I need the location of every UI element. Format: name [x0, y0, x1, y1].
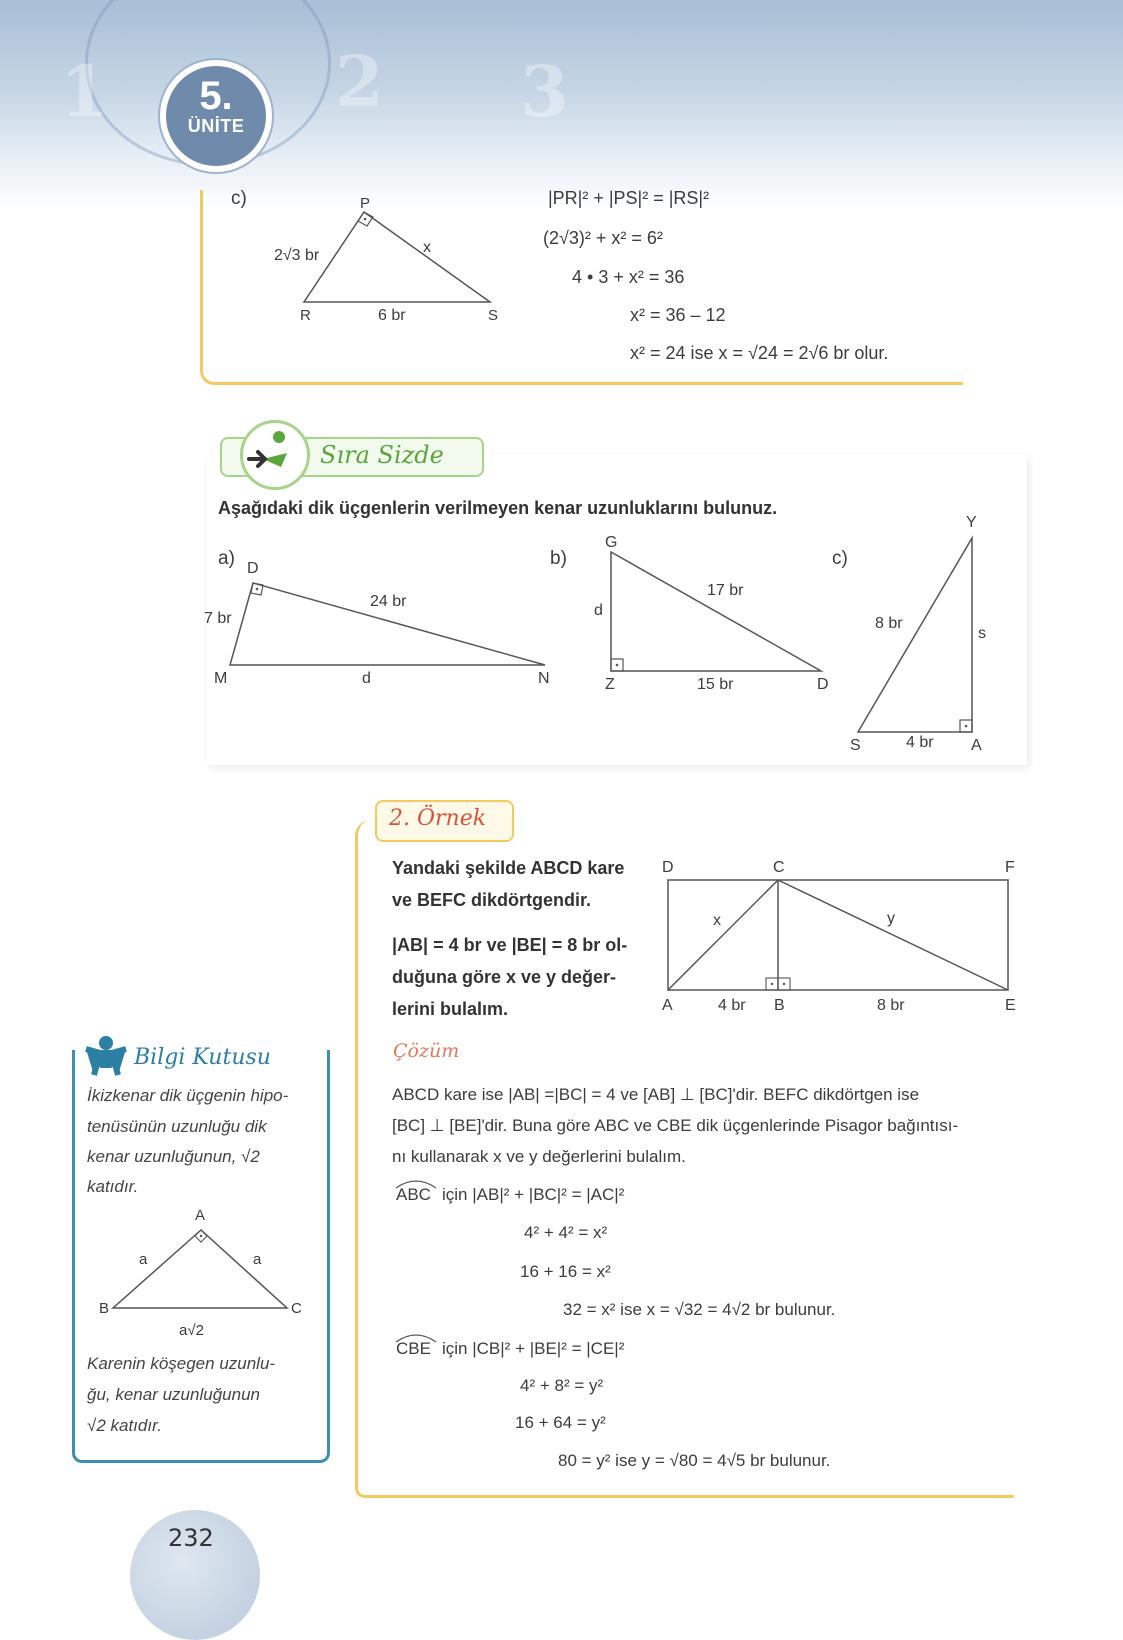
vertex-b: B	[774, 997, 785, 1014]
side-gz-label: d	[594, 602, 603, 619]
cozum-label: Çözüm	[393, 1040, 460, 1062]
solution-text: nı kullanarak x ve y değerlerini bulalım.	[392, 1147, 686, 1166]
angle-abc-label: ABC	[396, 1185, 431, 1204]
problem-text: |AB| = 4 br ve |BE| = 8 br ol-	[392, 935, 628, 955]
pointing-person-icon	[243, 423, 307, 487]
vertex-a: A	[195, 1207, 206, 1224]
side-rs-label: 6 br	[378, 307, 406, 324]
side-mn-label: d	[362, 670, 371, 687]
cbe-line: 4² + 8² = y²	[520, 1376, 604, 1395]
ornek-title: 2. Örnek	[389, 806, 487, 831]
hypotenuse-label: a√2	[179, 1322, 204, 1339]
problem-text: Yandaki şekilde ABCD kare	[392, 858, 625, 878]
problem-text: lerini bulalım.	[392, 999, 509, 1019]
bilgi-text: √2 katıdır.	[87, 1416, 162, 1435]
solution-line: x² = 36 – 12	[630, 305, 726, 325]
triangle-ysa	[840, 510, 1000, 760]
abc-line: 16 + 16 = x²	[520, 1262, 611, 1281]
side-ac-label: a	[253, 1251, 262, 1268]
solution-line: x² = 24 ise x = √24 = 2√6 br olur.	[630, 343, 889, 363]
side-dm-label: 7 br	[204, 610, 232, 627]
triangle-gzd	[585, 530, 845, 690]
right-angle-dot	[364, 218, 367, 221]
vertex-d: D	[662, 859, 674, 876]
triangle-prs-shape	[304, 212, 490, 302]
vertex-f: F	[1005, 859, 1015, 876]
vertex-s: S	[850, 737, 861, 754]
side-gd-label: 17 br	[707, 582, 744, 599]
problem-b-label: b)	[550, 548, 567, 569]
side-ps-label: x	[423, 239, 431, 256]
segment-ab-label: 4 br	[718, 997, 746, 1014]
sira-sizde-instruction: Aşağıdaki dik üçgenlerin verilmeyen kenar uzunluklarını bulunuz.	[218, 498, 778, 518]
unit-label: ÜNİTE	[187, 116, 245, 136]
unit-badge	[160, 60, 272, 172]
bilgi-text: İkizkenar dik üçgenin hipo-	[87, 1086, 289, 1105]
vertex-z: Z	[605, 676, 615, 690]
vertex-d: D	[247, 560, 259, 577]
segment-be-label: 8 br	[877, 997, 905, 1014]
solution-line: 4 • 3 + x² = 36	[572, 267, 685, 287]
abc-line: 32 = x² ise x = √32 = 4√2 br bulunur.	[563, 1300, 836, 1319]
side-sa-label: 4 br	[906, 734, 934, 751]
solution-line: (2√3)² + x² = 6²	[543, 228, 663, 248]
vertex-s: S	[488, 307, 499, 324]
vertex-a: A	[971, 737, 982, 754]
square-rectangle-figure	[650, 850, 1030, 1020]
angle-cbe-label: CBE	[396, 1339, 431, 1358]
side-sy-label: 8 br	[875, 615, 903, 632]
sira-sizde-title: Sıra Sizde	[320, 441, 444, 469]
solution-line: |PR|² + |PS|² = |RS|²	[548, 188, 710, 208]
isosceles-right-triangle	[95, 1200, 315, 1340]
vertex-y: Y	[966, 514, 977, 531]
problem-a-label: a)	[218, 548, 235, 569]
vertex-n: N	[538, 670, 550, 687]
bilgi-text: ğu, kenar uzunluğunun	[87, 1385, 260, 1404]
vertex-r: R	[300, 307, 311, 324]
segment-y-label: y	[887, 910, 895, 927]
problem-text: duğuna göre x ve y değer-	[392, 967, 617, 987]
vertex-m: M	[214, 670, 228, 687]
vertex-g: G	[605, 534, 618, 551]
abc-line: için |AB|² + |BC|² = |AC|²	[442, 1185, 625, 1204]
side-ya-label: s	[978, 625, 986, 642]
sira-sizde-icon-circle	[240, 420, 310, 490]
info-person-icon	[80, 1033, 132, 1077]
bilgi-text: kenar uzunluğunun, √2	[87, 1147, 260, 1166]
vertex-b: B	[99, 1300, 110, 1317]
cbe-line: 16 + 64 = y²	[515, 1413, 606, 1432]
vertex-d: D	[817, 676, 829, 690]
problem-text: ve BEFC dikdörtgendir.	[392, 890, 592, 910]
side-zd-label: 15 br	[697, 676, 734, 690]
bilgi-text: tenüsünün uzunluğu dik	[87, 1117, 267, 1136]
vertex-c: C	[773, 859, 785, 876]
vertex-c: C	[291, 1300, 302, 1317]
cbe-line: 80 = y² ise y = √80 = 4√5 br bulunur.	[558, 1451, 831, 1470]
abc-line: 4² + 4² = x²	[524, 1223, 608, 1242]
triangle-dmn	[200, 555, 570, 695]
unit-number: 5.	[199, 74, 233, 118]
solution-text: ABCD kare ise |AB| =|BC| = 4 ve [AB] ⊥ [BC]'dir. BEFC dikdörtgen ise	[392, 1085, 920, 1104]
cbe-line: için |CB|² + |BE|² = |CE|²	[442, 1339, 625, 1358]
side-pr-label: 2√3 br	[274, 247, 320, 264]
bilgi-text: Karenin köşegen uzunlu-	[87, 1354, 276, 1373]
example-c-label: c)	[231, 188, 247, 209]
vertex-a: A	[662, 997, 673, 1014]
problem-c-label: c)	[832, 548, 848, 569]
vertex-e: E	[1005, 997, 1016, 1014]
header-decoration: 1	[60, 50, 109, 133]
segment-x-label: x	[713, 912, 721, 929]
vertex-p: P	[360, 195, 371, 212]
bilgi-text: katıdır.	[87, 1177, 139, 1196]
header-decoration: 3	[520, 50, 569, 133]
header-decoration: 2	[335, 40, 384, 123]
triangle-prs	[260, 190, 520, 330]
solution-text: [BC] ⊥ [BE]'dir. Buna göre ABC ve CBE dik üçgenlerinde Pisagor bağıntısı-	[392, 1116, 959, 1135]
side-ab-label: a	[139, 1251, 148, 1268]
side-dn-label: 24 br	[370, 593, 407, 610]
bilgi-kutusu-title: Bilgi Kutusu	[134, 1045, 271, 1070]
page-number: 232	[168, 1524, 214, 1552]
